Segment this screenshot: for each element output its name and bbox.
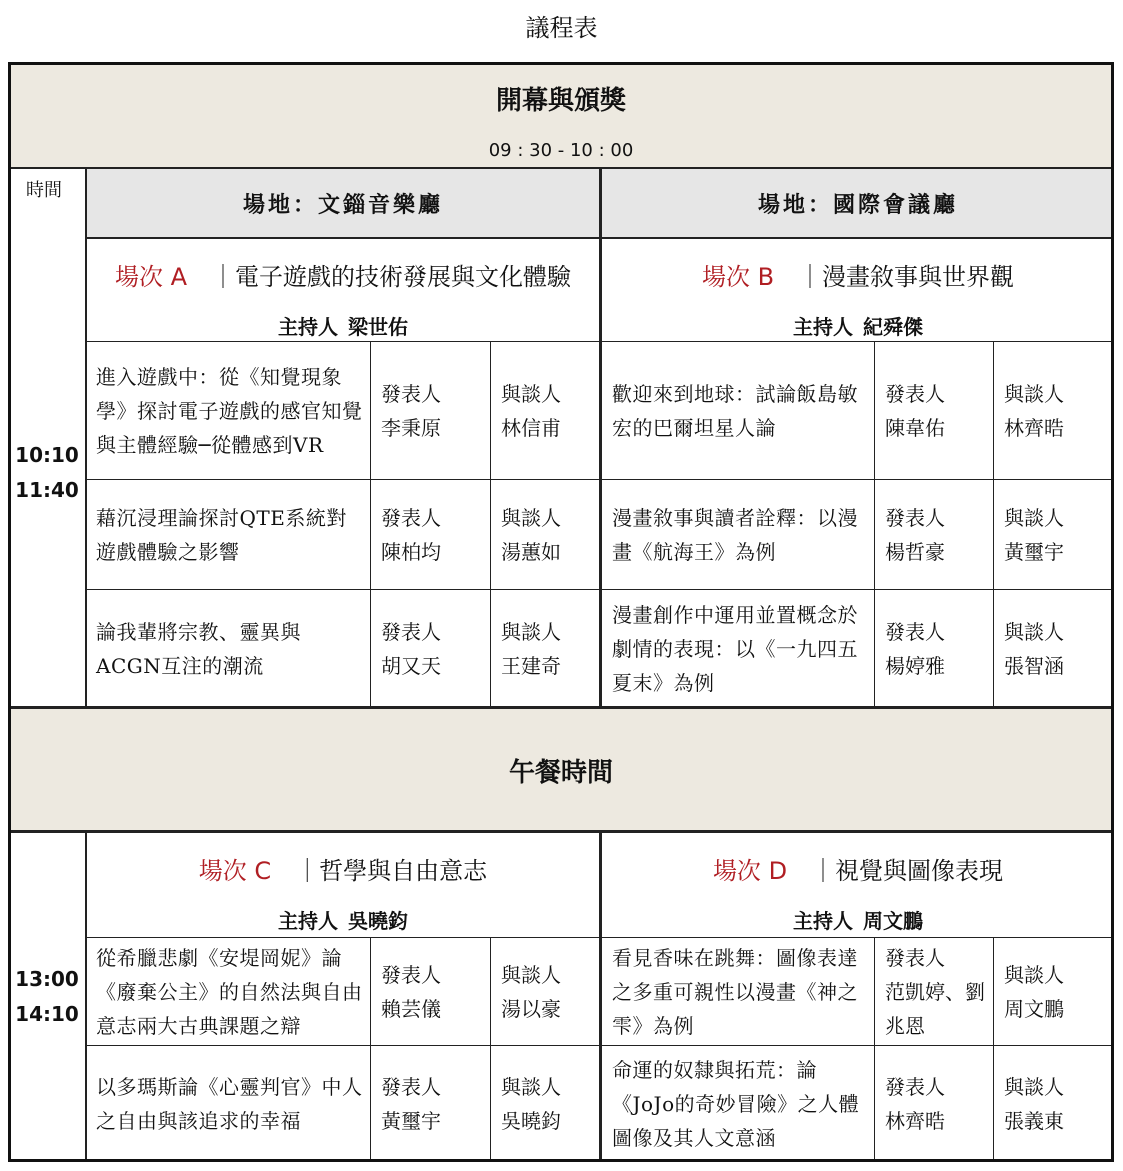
block1-time-start: 10:10 — [15, 443, 79, 467]
session-c-theme: ｜哲學與自由意志 — [295, 856, 488, 885]
block2-time-end: 14:10 — [15, 1002, 79, 1026]
discussant-label: 與談人 — [501, 506, 561, 530]
discussant-name: 林齊晧 — [1004, 416, 1064, 440]
block2-time-start: 13:00 — [15, 967, 79, 991]
presenter-name: 楊哲豪 — [885, 540, 945, 564]
discussant-label: 與談人 — [1004, 1075, 1064, 1099]
session-c-code: 場次 C — [198, 856, 272, 885]
venue-right: 場地：國際會議廳 — [757, 192, 958, 218]
presenter-name: 黃璽宇 — [381, 1109, 441, 1133]
presenter-label: 發表人 — [381, 963, 441, 987]
presenter-name: 胡又天 — [381, 654, 441, 678]
discussant-label: 與談人 — [1004, 620, 1064, 644]
session-d-host-name: 周文鵬 — [863, 908, 923, 933]
presenter-name: 陳柏均 — [381, 540, 441, 564]
session-b-paper-1-title: 歡迎來到地球：試論飯島敏宏的巴爾坦星人論 — [612, 382, 858, 440]
session-a-paper-1-title: 進入遊戲中：從《知覺現象學》探討電子遊戲的感官知覺與主體經驗─從體感到VR — [96, 365, 363, 457]
discussant-name: 張義東 — [1004, 1109, 1064, 1133]
presenter-name: 楊婷雅 — [885, 654, 945, 678]
presenter-name: 李秉原 — [381, 416, 441, 440]
session-d-theme: ｜視覺與圖像表現 — [811, 856, 1004, 885]
session-b-host-label: 主持人 — [793, 314, 853, 339]
discussant-name: 湯蕙如 — [501, 540, 561, 564]
presenter-label: 發表人 — [381, 1075, 441, 1099]
session-a-theme: ｜電子遊戲的技術發展與文化體驗 — [211, 262, 572, 291]
session-c-paper-1-title: 從希臘悲劇《安堤岡妮》論《廢棄公主》的自然法與自由意志兩大古典課題之辯 — [96, 946, 363, 1038]
session-b-host-name: 紀舜傑 — [863, 314, 923, 339]
presenter-label: 發表人 — [381, 620, 441, 644]
presenter-label: 發表人 — [885, 946, 945, 970]
discussant-name: 王建奇 — [501, 654, 561, 678]
presenter-label: 發表人 — [381, 382, 441, 406]
discussant-label: 與談人 — [501, 1075, 561, 1099]
presenter-name: 林齊晧 — [885, 1109, 945, 1133]
presenter-label: 發表人 — [885, 1075, 945, 1099]
presenter-label: 發表人 — [885, 620, 945, 644]
discussant-name: 黃璽宇 — [1004, 540, 1064, 564]
presenter-name: 賴芸儀 — [381, 997, 441, 1021]
presenter-name: 范凱婷、劉兆恩 — [885, 980, 985, 1038]
time-column-label: 時間 — [26, 180, 62, 201]
session-a-paper-2-title: 藉沉浸理論探討QTE系統對遊戲體驗之影響 — [96, 506, 347, 564]
session-d-paper-1-title: 看見香味在跳舞：圖像表達之多重可親性以漫畫《神之雫》為例 — [612, 946, 858, 1038]
discussant-name: 林信甫 — [501, 416, 561, 440]
block1-time-end: 11:40 — [15, 478, 79, 502]
session-b-paper-2-title: 漫畫敘事與讀者詮釋：以漫畫《航海王》為例 — [612, 506, 858, 564]
session-b-code: 場次 B — [701, 262, 775, 291]
discussant-label: 與談人 — [1004, 506, 1064, 530]
presenter-name: 陳韋佑 — [885, 416, 945, 440]
presenter-label: 發表人 — [885, 506, 945, 530]
session-c-host-label: 主持人 — [278, 908, 338, 933]
session-b-paper-3-title: 漫畫創作中運用並置概念於劇情的表現：以《一九四五夏末》為例 — [612, 603, 858, 695]
venue-left: 場地：文錙音樂廳 — [242, 192, 443, 218]
discussant-name: 周文鵬 — [1004, 997, 1064, 1021]
discussant-label: 與談人 — [1004, 963, 1064, 987]
session-c-paper-2-title: 以多瑪斯論《心靈判官》中人之自由與該追求的幸福 — [96, 1075, 363, 1133]
session-d-paper-2-title: 命運的奴隸與拓荒：論《JoJo的奇妙冒險》之人體圖像及其人文意涵 — [612, 1058, 860, 1150]
agenda-table-frame — [8, 62, 1114, 1162]
session-a-host-name: 梁世佑 — [348, 314, 408, 339]
discussant-name: 湯以豪 — [501, 997, 561, 1021]
presenter-label: 發表人 — [381, 506, 441, 530]
session-d-host-label: 主持人 — [793, 908, 853, 933]
session-b-theme: ｜漫畫敘事與世界觀 — [798, 262, 1015, 291]
opening-time: 09 : 30 - 10 : 00 — [488, 139, 634, 161]
opening-title: 開幕與頒獎 — [495, 85, 626, 116]
lunch-title: 午餐時間 — [508, 757, 613, 788]
discussant-label: 與談人 — [501, 963, 561, 987]
session-a-host-label: 主持人 — [278, 314, 338, 339]
presenter-label: 發表人 — [885, 382, 945, 406]
session-c-host-name: 吳曉鈞 — [348, 908, 408, 933]
session-d-code: 場次 D — [712, 856, 788, 885]
discussant-label: 與談人 — [501, 620, 561, 644]
discussant-label: 與談人 — [501, 382, 561, 406]
session-a-code: 場次 A — [114, 262, 188, 291]
page-title: 議程表 — [525, 14, 598, 42]
discussant-name: 張智涵 — [1004, 654, 1064, 678]
discussant-label: 與談人 — [1004, 382, 1064, 406]
discussant-name: 吳曉鈞 — [501, 1109, 561, 1133]
session-a-paper-3-title: 論我輩將宗教、靈異與ACGN互注的潮流 — [96, 620, 301, 678]
